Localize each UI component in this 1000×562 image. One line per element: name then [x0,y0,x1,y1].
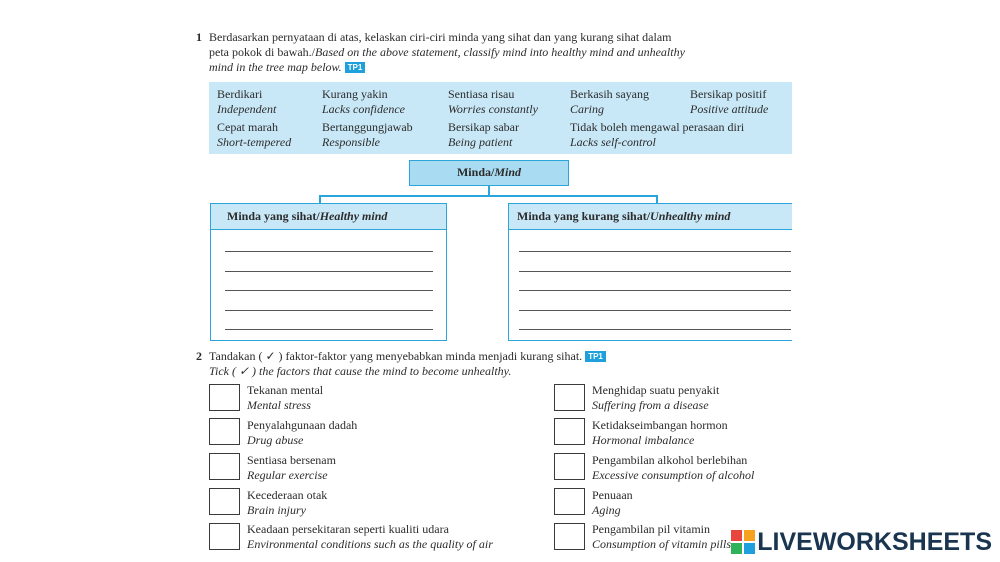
checkbox-label: Menghidap suatu penyakit Suffering from a disease [592,383,720,412]
checkbox-hormonal-imbalance[interactable] [554,418,585,445]
checkbox-environmental-conditions[interactable] [209,523,240,550]
answer-line[interactable] [225,251,433,252]
tp1-badge: TP1 [345,62,366,73]
checkbox-disease[interactable] [554,384,585,411]
checkbox-label: Pengambilan alkohol berlebihan Excessive consumption of alcohol [592,453,755,482]
answer-line[interactable] [225,290,433,291]
question-1-line2-en: Based on the above statement, classify mind into healthy mind and unhealthy [314,45,685,59]
question-1-line2-ms: peta pokok di bawah./ [209,45,315,59]
liveworksheets-logo-text: LIVEWORKSHEETS [757,527,992,556]
healthy-mind-branch [210,203,447,341]
tree-connector-horizontal [319,195,657,197]
checkbox-label: Keadaan persekitaran seperti kualiti udara Environmental conditions such as the quality of air [247,522,493,551]
answer-line[interactable] [225,271,433,272]
tree-root-mind: Minda/Mind [409,160,569,186]
checkbox-mental-stress[interactable] [209,384,240,411]
answer-line[interactable] [225,310,433,311]
word-bank-item: Sentiasa risau Worries constantly [448,87,538,116]
checkbox-drug-abuse[interactable] [209,418,240,445]
word-bank-item: Bersikap positif Positive attitude [690,87,769,116]
question-1-number: 1 [196,30,202,44]
question-2-line1: Tandakan ( ✓ ) faktor-faktor yang menyebabkan minda menjadi kurang sihat. [209,349,583,363]
tp1-badge: TP1 [585,351,606,362]
answer-line[interactable] [519,290,791,291]
liveworksheets-logo-icon [731,530,755,554]
answer-line[interactable] [519,329,791,330]
checkbox-label: Penuaan Aging [592,488,633,517]
checkbox-label: Pengambilan pil vitamin Consumption of vitamin pills [592,522,732,551]
question-2-number: 2 [196,349,202,363]
question-1-line3-en: mind in the tree map below. [209,60,342,74]
question-2-text [209,349,799,379]
unhealthy-mind-branch [508,203,792,341]
word-bank [209,82,792,154]
answer-line[interactable] [519,310,791,311]
checkbox-alcohol[interactable] [554,453,585,480]
question-1-text [209,30,793,75]
checkbox-label: Penyalahgunaan dadah Drug abuse [247,418,358,447]
answer-line[interactable] [225,329,433,330]
tree-connector-vertical [488,186,490,195]
checkbox-regular-exercise[interactable] [209,453,240,480]
question-2-line2: Tick ( ✓ ) the factors that cause the mind to become unhealthy. [209,364,512,378]
question-1-line1: Berdasarkan pernyataan di atas, kelaskan ciri-ciri minda yang sihat dan yang kurang sihat dalam [209,30,672,44]
word-bank-item: Bertanggungjawab Responsible [322,120,413,149]
checkbox-aging[interactable] [554,488,585,515]
word-bank-item: Cepat marah Short-tempered [217,120,292,149]
word-bank-item: Berkasih sayang Caring [570,87,649,116]
checkbox-label: Kecederaan otak Brain injury [247,488,328,517]
word-bank-item: Tidak boleh mengawal perasaan diri Lacks self-control [570,120,745,149]
checkbox-label: Ketidakseimbangan hormon Hormonal imbalance [592,418,728,447]
word-bank-item: Bersikap sabar Being patient [448,120,519,149]
checkbox-vitamin-pills[interactable] [554,523,585,550]
healthy-mind-heading: Minda yang sihat/Healthy mind [211,204,446,230]
liveworksheets-logo [731,527,992,557]
checkbox-label: Sentiasa bersenam Regular exercise [247,453,336,482]
checkbox-brain-injury[interactable] [209,488,240,515]
word-bank-item: Berdikari Independent [217,87,277,116]
checkbox-label: Tekanan mental Mental stress [247,383,324,412]
unhealthy-mind-heading: Minda yang kurang sihat/Unhealthy mind [509,204,792,230]
answer-line[interactable] [519,271,791,272]
answer-line[interactable] [519,251,791,252]
word-bank-item: Kurang yakin Lacks confidence [322,87,405,116]
